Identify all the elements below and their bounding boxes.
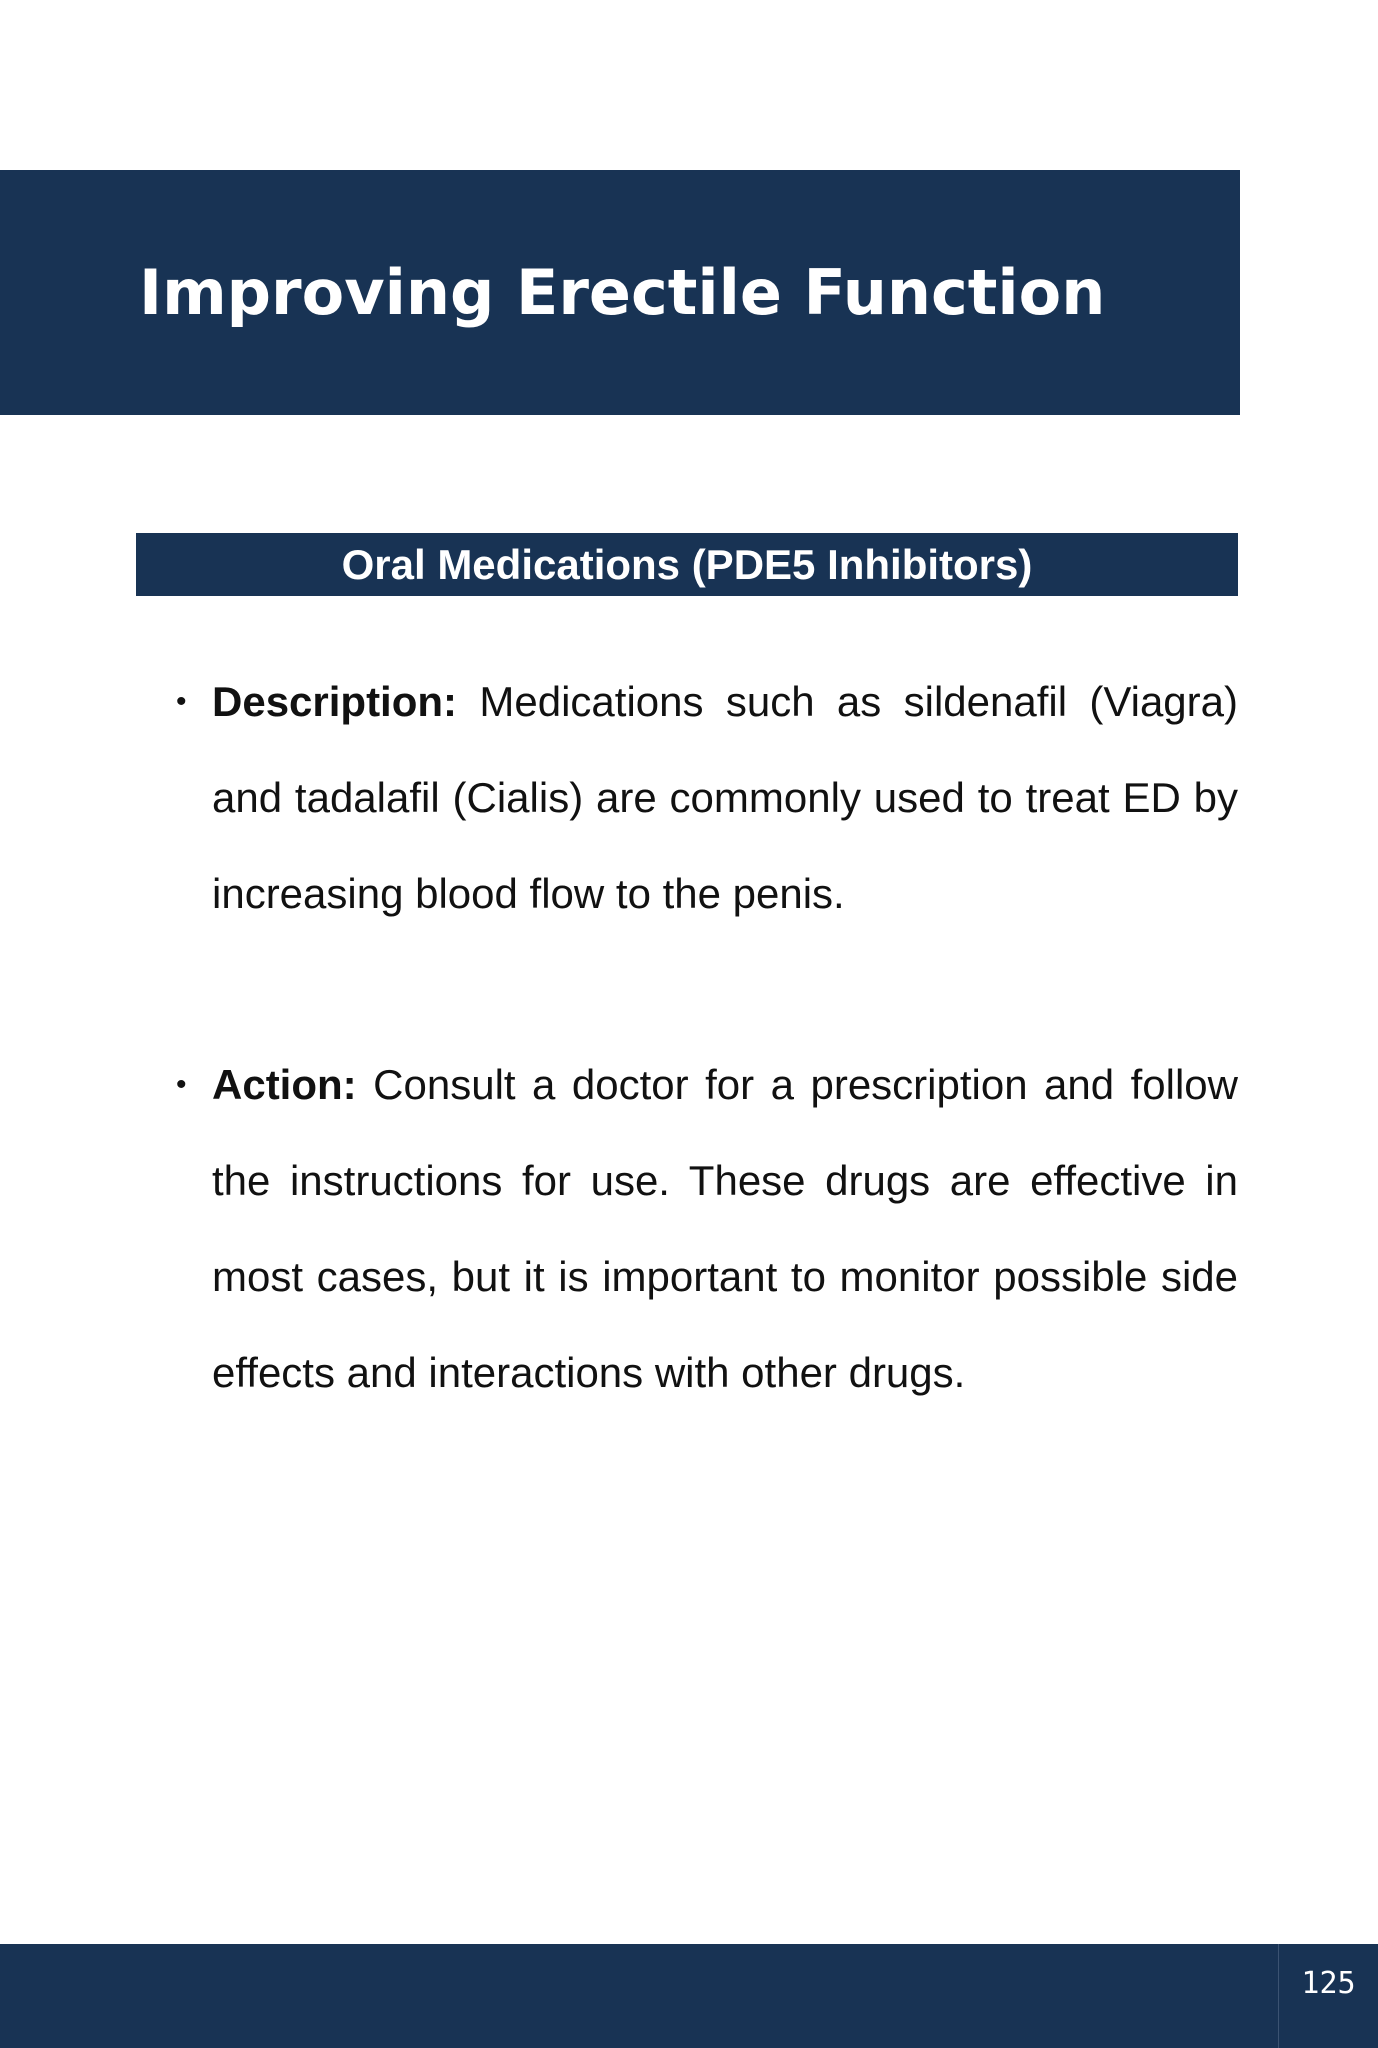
- page-title: Improving Erectile Function: [139, 256, 1106, 329]
- footer-band: [0, 1944, 1378, 2048]
- bullet-label: Description:: [212, 678, 458, 725]
- bullet-item-action: [176, 1037, 1238, 1421]
- bullet-label: Action:: [212, 1061, 357, 1108]
- title-band: [0, 170, 1240, 415]
- section-heading: Oral Medications (PDE5 Inhibitors): [341, 541, 1033, 588]
- bullet-text: Consult a doctor for a prescription and follow the instructions for use. These drugs are effective in most cases, but it is important to monitor possible side effects and interactions with other drugs.: [212, 1061, 1238, 1396]
- section-heading-bar: [136, 533, 1238, 596]
- bullet-text: Medications such as sildenafil (Viagra) and tadalafil (Cialis) are commonly used to treat ED by increasing blood flow to the penis.: [212, 678, 1238, 917]
- bullet-list-action: [176, 1037, 1238, 1421]
- page-number: 125: [1301, 1966, 1356, 2001]
- bullet-dot-icon: •: [176, 1068, 187, 1101]
- bullet-list-description: [176, 654, 1238, 942]
- bullet-item-description: [176, 654, 1238, 942]
- bullet-dot-icon: •: [176, 685, 187, 718]
